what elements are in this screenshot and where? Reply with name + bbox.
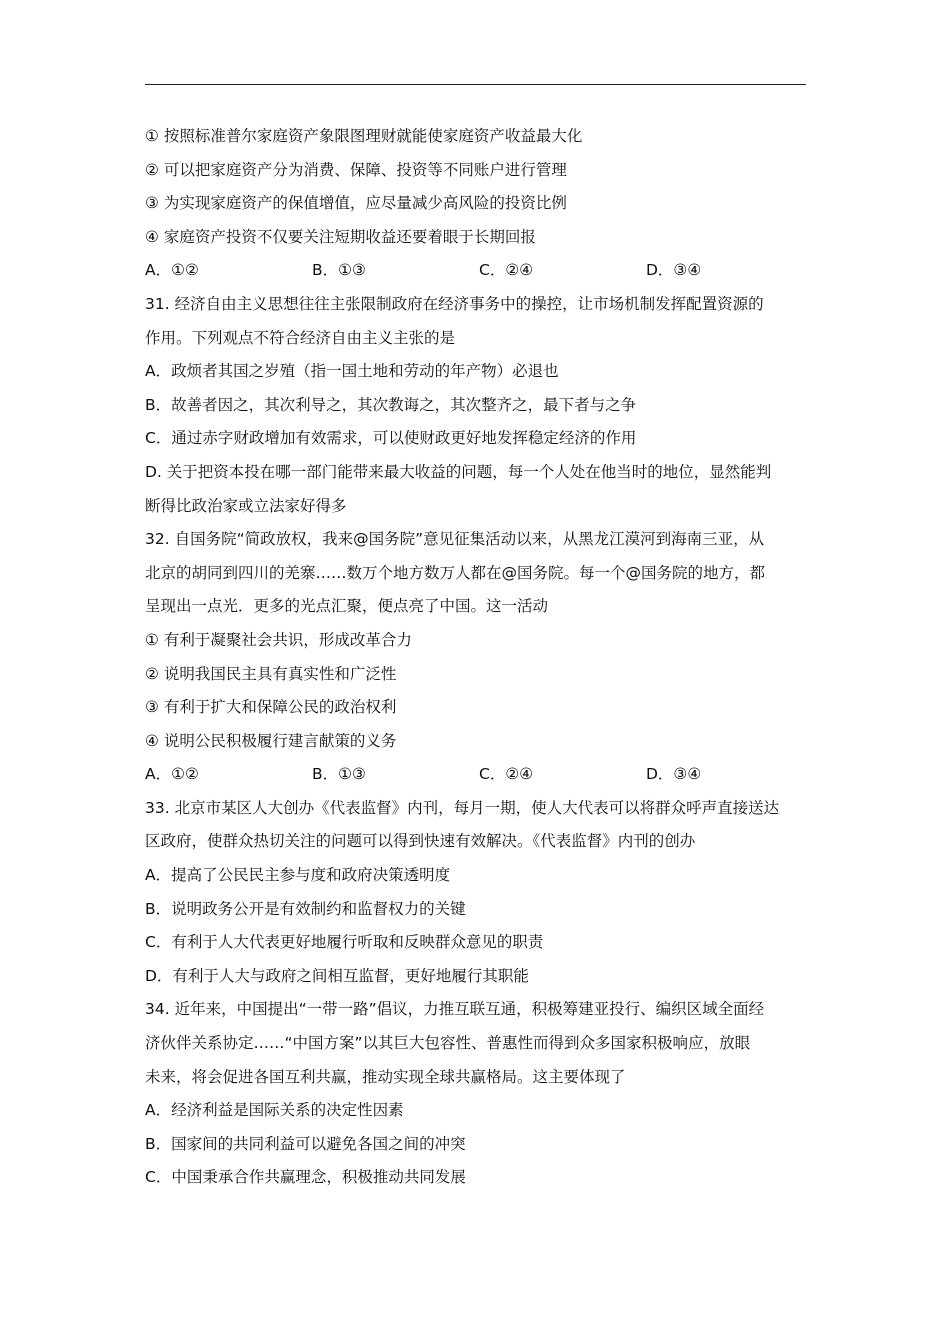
question-32 [145,523,813,792]
q31-stem-line-1: 31. 经济自由主义思想往往主张限制政府在经济事务中的操控，让市场机制发挥配置资源的 [145,294,764,313]
q31-option-d-cont: 断得比政治家或立法家好得多 [145,496,347,515]
q34-stem-line-2: 济伙伴关系协定……“中国方案”以其巨大包容性、普惠性而得到众多国家积极响应，放眼 [145,1034,751,1053]
q31-option-b: B．故善者因之，其次利导之，其次教诲之，其次整齐之，最下者与之争 [145,395,637,414]
document-body [145,120,813,1195]
q33-stem-line-1: 33. 北京市某区人大创办《代表监督》内刊，每月一期，使人大代表可以将群众呼声直接送达 [145,798,780,817]
q32-stem-line-2: 北京的胡同到四川的羌寨……数万个地方数万人都在@国务院。每一个@国务院的地方，都 [145,563,766,582]
q32-item-1: ① 有利于凝聚社会共识，形成改革合力 [145,630,412,649]
q33-option-b: B．说明政务公开是有效制约和监督权力的关键 [145,899,466,918]
q32-option-b: B．①③ [312,765,366,784]
q33-option-c: C．有利于人大代表更好地履行听取和反映群众意见的职责 [145,933,544,952]
q30-option-d: D．③④ [646,261,702,280]
question-30-continuation [145,120,813,288]
q30-item-4: ④ 家庭资产投资不仅要关注短期收益还要着眼于长期回报 [145,227,536,246]
q32-item-3: ③ 有利于扩大和保障公民的政治权利 [145,698,397,717]
question-33 [145,792,813,994]
q31-option-d: D. 关于把资本投在哪一部门能带来最大收益的问题，每一个人处在他当时的地位，显然能判 [145,462,772,481]
q30-option-b: B．①③ [312,261,366,280]
q30-option-c: C．②④ [479,261,534,280]
q32-option-d: D．③④ [646,765,702,784]
q32-option-a: A．①② [145,765,199,784]
q32-item-2: ② 说明我国民主具有真实性和广泛性 [145,664,397,683]
q30-item-3: ③ 为实现家庭资产的保值增值，应尽量减少高风险的投资比例 [145,194,567,213]
q34-option-a: A．经济利益是国际关系的决定性因素 [145,1101,404,1120]
q34-stem-line-1: 34. 近年来，中国提出“一带一路”倡议，力推互联互通，积极筹建亚投行、编织区域全面经 [145,1000,765,1019]
q34-stem-line-3: 未来，将会促进各国互利共赢，推动实现全球共赢格局。这主要体现了 [145,1067,626,1086]
header-rule [145,84,806,85]
q30-options [145,254,813,288]
q30-option-a: A．①② [145,261,199,280]
q32-item-4: ④ 说明公民积极履行建言献策的义务 [145,731,397,750]
q31-stem-line-2: 作用。下列观点不符合经济自由主义主张的是 [145,328,456,347]
q33-stem-line-2: 区政府，使群众热切关注的问题可以得到快速有效解决。《代表监督》内刊的创办 [145,832,696,851]
q34-option-c: C．中国秉承合作共赢理念，积极推动共同发展 [145,1168,466,1187]
q34-option-b: B．国家间的共同利益可以避免各国之间的冲突 [145,1134,466,1153]
question-34 [145,993,813,1195]
q32-stem-line-3: 呈现出一点光．更多的光点汇聚，便点亮了中国。这一活动 [145,597,549,616]
q30-item-2: ② 可以把家庭资产分为消费、保障、投资等不同账户进行管理 [145,160,567,179]
q32-stem-line-1: 32. 自国务院“简政放权，我来@国务院”意见征集活动以来，从黑龙江漠河到海南三亚，从 [145,530,765,549]
q30-item-1: ① 按照标准普尔家庭资产象限图理财就能使家庭资产收益最大化 [145,127,583,145]
q32-option-c: C．②④ [479,765,534,784]
q31-option-a: A．政烦者其国之岁殖（指一国土地和劳动的年产物）必退也 [145,362,559,381]
question-31 [145,288,813,523]
q33-option-d: D．有利于人大与政府之间相互监督，更好地履行其职能 [145,966,529,985]
q33-option-a: A．提高了公民民主参与度和政府决策透明度 [145,866,451,885]
q32-options [145,758,813,792]
q31-option-c: C．通过赤字财政增加有效需求，可以使财政更好地发挥稳定经济的作用 [145,429,637,448]
